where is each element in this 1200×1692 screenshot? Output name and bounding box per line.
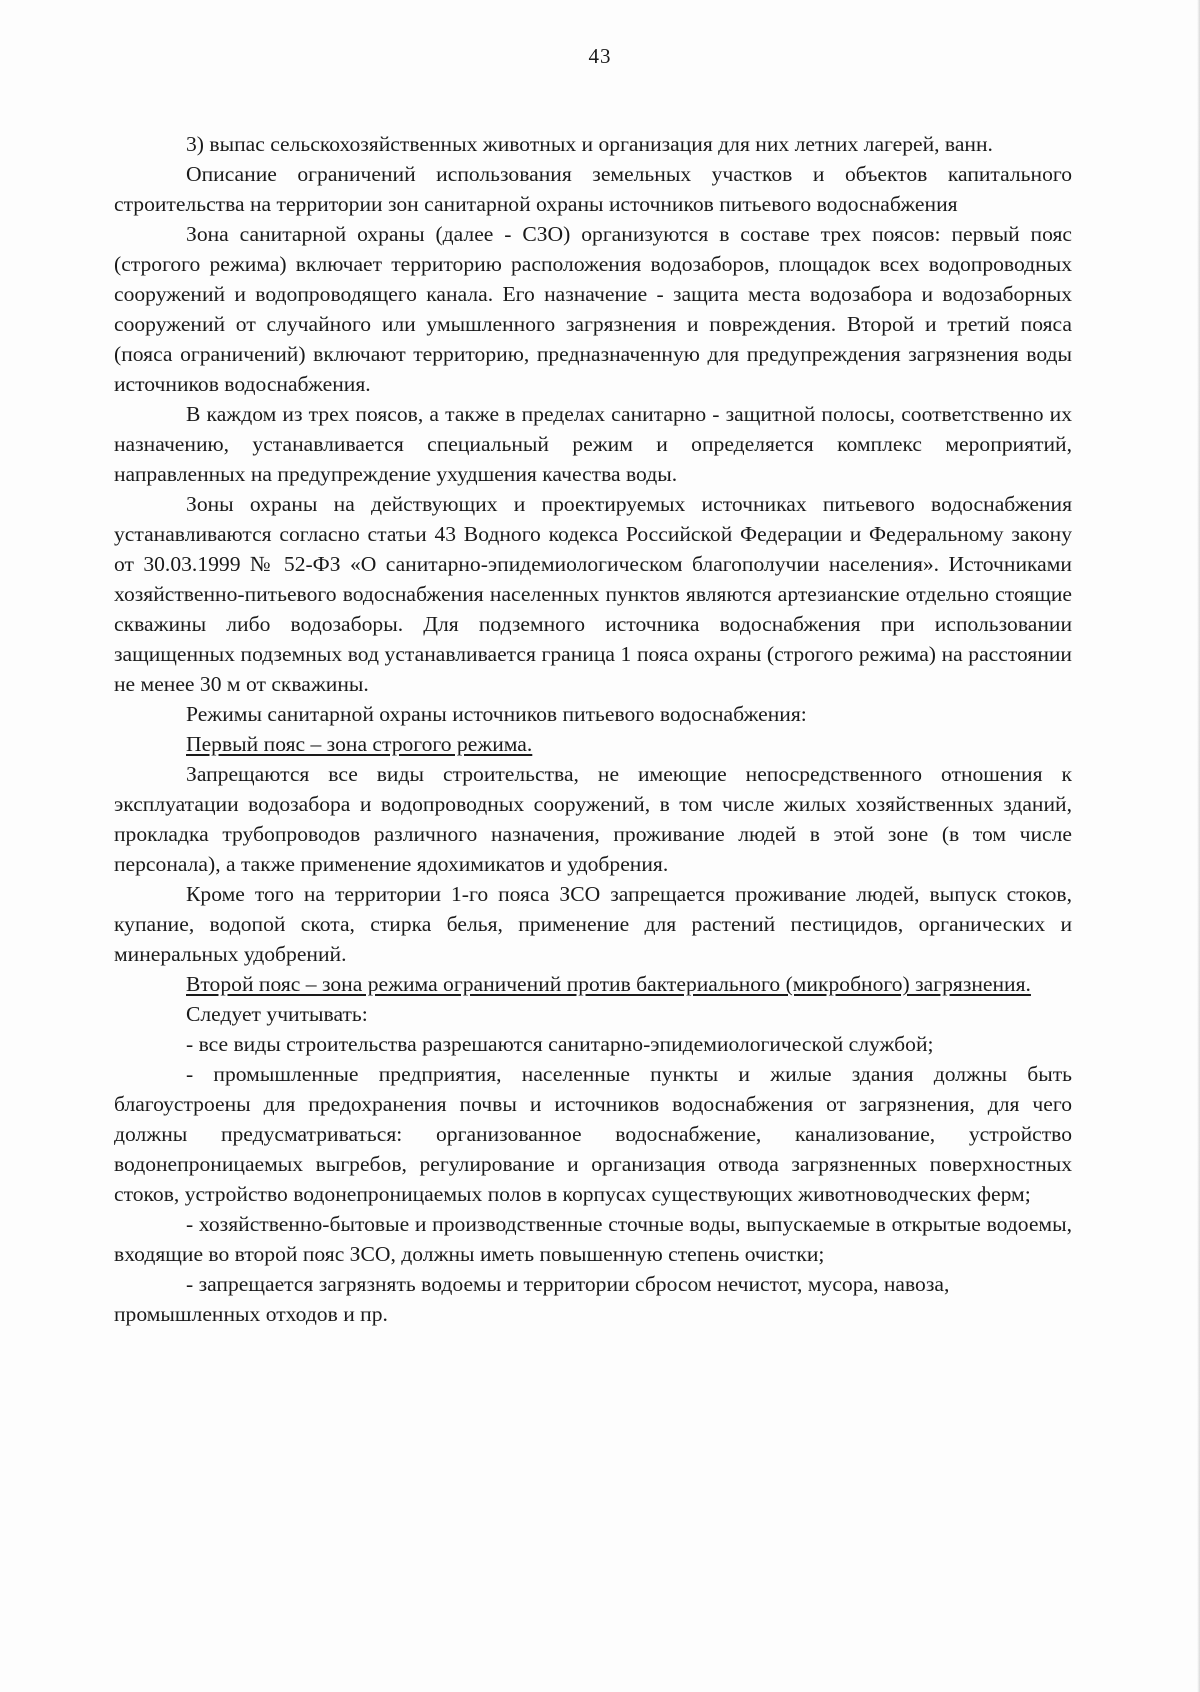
zone2-paragraph-4: - хозяйственно-бытовые и производственные сточные воды, выпускаемые в открытые водоемы, входящие во второй пояс ЗСО, должны иметь повышенную степень очистки;	[114, 1212, 1072, 1266]
zone2-paragraph-5: - запрещается загрязнять водоемы и территории сбросом нечистот, мусора, навоза, промышленных отходов и пр.	[114, 1272, 950, 1326]
zone2-heading: Второй пояс – зона режима ограничений против бактериального (микробного) загрязнения.	[186, 972, 1031, 996]
paragraph-3: Зона санитарной охраны (далее - СЗО) организуются в составе трех поясов: первый пояс (строгого режима) включает территорию расположения водозаборов, площадок всех водопроводных сооружений и водопроводящего канала. Его назначение - защита места водозабора и водозаборных сооружений от случайного или умышленного загрязнения и повреждения. Второй и третий пояса (пояса ограничений) включают территорию, предназначенную для предупреждения загрязнения воды источников водоснабжения.	[114, 222, 1072, 396]
zone2-paragraph-2: - все виды строительства разрешаются санитарно-эпидемиологической службой;	[186, 1032, 934, 1056]
paragraph-4: В каждом из трех поясов, а также в пределах санитарно - защитной полосы, соответственно их назначению, устанавливается специальный режим и определяется комплекс мероприятий, направленных на предупреждение ухудшения качества воды.	[114, 402, 1072, 486]
paragraph-2: Описание ограничений использования земельных участков и объектов капитального строительства на территории зон санитарной охраны источников питьевого водоснабжения	[114, 162, 1072, 216]
zone2-paragraph-1: Следует учитывать:	[186, 1002, 368, 1026]
page-number: 43	[588, 44, 612, 68]
body-text	[114, 129, 1072, 1329]
zone1-paragraph-1: Запрещаются все виды строительства, не имеющие непосредственного отношения к эксплуатации водозабора и водопроводных сооружений, в том числе жилых хозяйственных зданий, прокладка трубопроводов различного назначения, проживание людей в этой зоне (в том числе персонала), а также применение ядохимикатов и удобрения.	[114, 762, 1072, 876]
paragraph-1: 3) выпас сельскохозяйственных животных и организация для них летних лагерей, ванн.	[186, 132, 993, 156]
zone1-heading: Первый пояс – зона строгого режима.	[186, 732, 533, 756]
zone2-paragraph-3: - промышленные предприятия, населенные пункты и жилые здания должны быть благоустроены для предохранения почвы и источников водоснабжения от загрязнения, для чего должны предусматриваться: организованное водоснабжение, канализование, устройство водонепроницаемых выгребов, регулирование и организация отвода загрязненных поверхностных стоков, устройство водонепроницаемых полов в корпусах существующих животноводческих ферм;	[114, 1062, 1072, 1206]
zone2-heading-line	[114, 969, 1072, 999]
paragraph-5: Зоны охраны на действующих и проектируемых источниках питьевого водоснабжения устанавливаются согласно статьи 43 Водного кодекса Российской Федерации и Федеральному закону от 30.03.1999 № 52-ФЗ «О санитарно-эпидемиологическом благополучии населения». Источниками хозяйственно-питьевого водоснабжения населенных пунктов являются артезианские отдельно стоящие скважины либо водозаборы. Для подземного источника водоснабжения при использовании защищенных подземных вод устанавливается граница 1 пояса охраны (строгого режима) на расстоянии не менее 30 м от скважины.	[114, 492, 1072, 696]
zone1-heading-line	[114, 729, 1072, 759]
zone1-paragraph-2: Кроме того на территории 1-го пояса ЗСО запрещается проживание людей, выпуск стоков, купание, водопой скота, стирка белья, применение для растений пестицидов, органических и минеральных удобрений.	[114, 882, 1072, 966]
paragraph-6: Режимы санитарной охраны источников питьевого водоснабжения:	[186, 702, 807, 726]
